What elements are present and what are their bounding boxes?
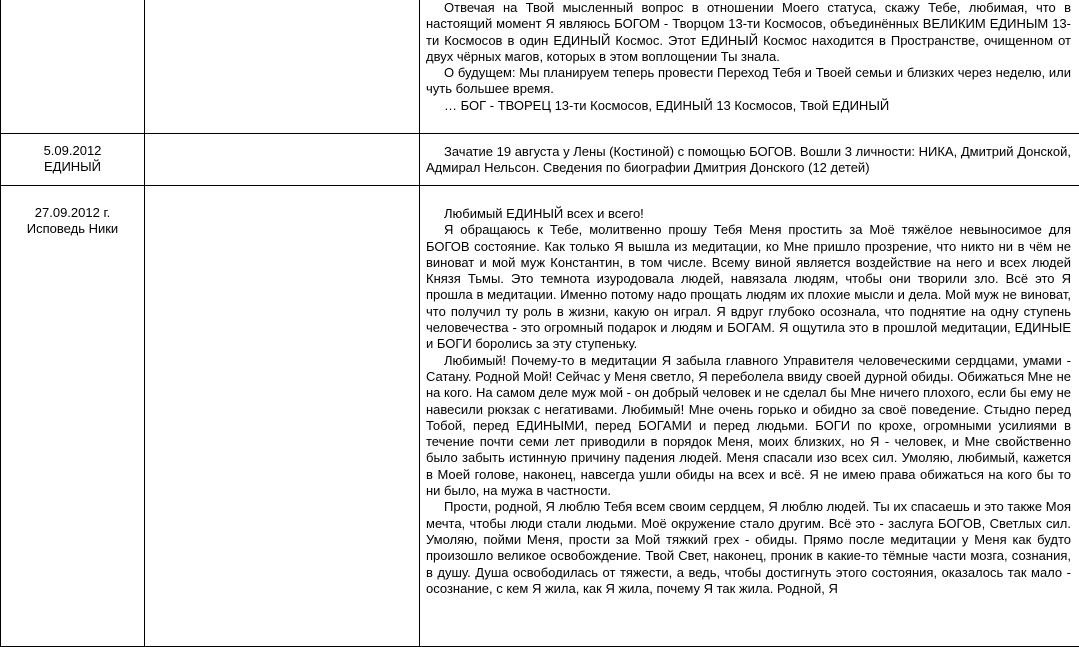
paragraph: Зачатие 19 августа у Лены (Костиной) с помощью БОГОВ. Вошли 3 личности: НИКА, Дмитрий Донской, Адмирал Нельсон. Сведения по биографии Дмитрия Донского (12 детей) (426, 144, 1071, 177)
paragraph: Отвечая на Твой мысленный вопрос в отношении Моего статуса, скажу Тебе, любимая, что в настоящий момент Я являюсь БОГОМ - Творцом 13-ти Космосов, объединённых ВЕЛИКИМ ЕДИНЫМ 13-ти Космосов в один ЕДИНЫЙ Космос. Этот ЕДИНЫЙ Космос находится в Пространстве, очищенном от двух чёрных магов, которых в этом воплощении Ты знала. (426, 0, 1071, 65)
empty-cell (145, 134, 420, 186)
paragraph: Я обращаюсь к Тебе, молитвенно прошу Тебя Меня простить за Моё тяжёлое невыносимое для БОГОВ состояние. Как только Я вышла из медитации, ко Мне пришло прозрение, что никто ни в чём не виноват и мой муж Константин, в том числе. Всему виной является воздействие на него и всех людей Князя Тьмы. Это темнота изуродовала людей, навязала людям, чтобы они творили зло. Всё это Я прошла в медитации. Именно потому надо прощать людям их плохие мысли и дела. Мой муж не виноват, что получил ту роль в жизни, какую он играл. Я вдруг глубоко осознала, что поднятие на одну ступень человечества - это огромный подарок и людям и БОГАМ. Я ощутила это в прошлой медитации, ЕДИНЫЕ и БОГИ боролись за эту ступеньку. (426, 222, 1071, 352)
table-row (1, 0, 1079, 134)
text-cell (420, 186, 1079, 647)
paragraph: Прости, родной, Я люблю Тебя всем своим сердцем, Я люблю людей. Ты их спасаешь и это также Моя мечта, чтобы люди стали людьми. Моё окружение стало другим. Всё это - заслуга БОГОВ, Светлых сил. Умоляю, пойми Меня, прости за Мой тяжкий грех - обиды. Прямо после медитации у Меня как будто произошло великое освобождение. Твой Свет, наконец, проник в какие-то тёмные части мозга, сознания, в душу. Душа освободилась от тяжести, а ведь, чтобы достигнуть этого состояния, оказалось так мало - осознание, с кем Я жила, как Я жила, почему Я так жила. Родной, Я (426, 499, 1071, 597)
date-cell (1, 134, 145, 186)
table-row (1, 134, 1079, 186)
text-cell (420, 134, 1079, 186)
paragraph: О будущем: Мы планируем теперь провести Переход Тебя и Твоей семьи и близких через неделю, или чуть большее время. (426, 65, 1071, 98)
table-row (1, 186, 1079, 647)
paragraph: … БОГ - ТВОРЕЦ 13-ти Космосов, ЕДИНЫЙ 13 Космосов, Твой ЕДИНЫЙ (426, 98, 1071, 114)
text-cell (420, 0, 1079, 134)
entry-date: 5.09.2012 (1, 143, 144, 159)
date-cell (1, 0, 145, 134)
entry-title: Исповедь Ники (1, 221, 144, 237)
paragraph: Любимый ЕДИНЫЙ всех и всего! (426, 206, 1071, 222)
empty-cell (145, 0, 420, 134)
entry-date: 27.09.2012 г. (1, 205, 144, 221)
date-cell (1, 186, 145, 647)
empty-cell (145, 186, 420, 647)
paragraph: Любимый! Почему-то в медитации Я забыла главного Управителя человеческими сердцами, умами - Сатану. Родной Мой! Сейчас у Меня светло, Я переболела ввиду своей дурной обиды. Обижаться Мне не на кого. На самом деле муж мой - он добрый человек и не сделал бы Мне ничего плохого, если бы ему не навесили рюкзак с негативами. Любимый! Мне очень горько и обидно за своё поведение. Стыдно перед Тобой, перед ЕДИНЫМИ, перед БОГАМИ и перед людьми. БОГИ по крохе, огромными усилиями в течение почти семи лет приводили в порядок Меня, моих близких, но Я - человек, и Мне свойственно было забыть истинную причину падения людей. Меня спасали изо всех сил. Умоляю, любимый, кажется в Моей голове, наконец, навсегда ушли обиды на всех и всё. Я не имею права обижаться на кого бы то ни было, на мужа в частности. (426, 353, 1071, 500)
entry-author: ЕДИНЫЙ (1, 159, 144, 175)
